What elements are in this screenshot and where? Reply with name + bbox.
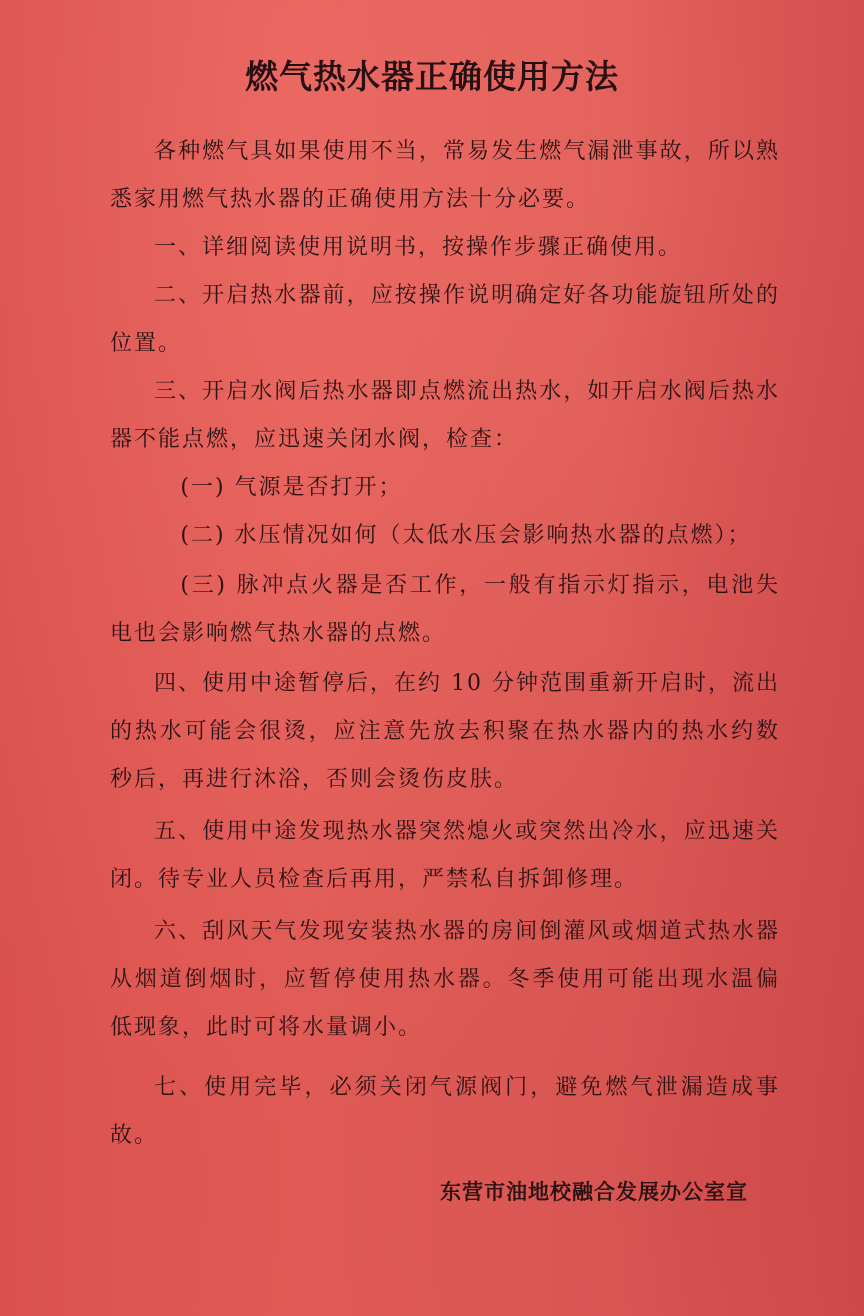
item-4-paragraph: 四、使用中途暂停后，在约 10 分钟范围重新开启时，流出的热水可能会很烫，应注意先放去积聚在热水器内的热水约数秒后，再进行沐浴，否则会烫伤皮肤。 <box>110 671 780 792</box>
intro-paragraph: 各种燃气具如果使用不当，常易发生燃气漏泄事故，所以熟悉家用燃气热水器的正确使用方法十分必要。 <box>110 139 780 212</box>
check-2-line: (二) 水压情况如何（太低水压会影响热水器的点燃）； <box>180 523 752 548</box>
item-1-paragraph: 一、详细阅读使用说明书，按操作步骤正确使用。 <box>154 235 683 260</box>
check-3-paragraph: (三) 脉冲点火器是否工作，一般有指示灯指示，电池失电也会影响燃气热水器的点燃。 <box>110 573 780 646</box>
item-5-paragraph: 五、使用中途发现热水器突然熄火或突然出冷水，应迅速关闭。待专业人员检查后再用，严禁私自拆卸修理。 <box>110 819 780 892</box>
item-6-paragraph: 六、刮风天气发现安装热水器的房间倒灌风或烟道式热水器从烟道倒烟时，应暂停使用热水器。冬季使用可能出现水温偏低现象，此时可将水量调小。 <box>110 919 780 1040</box>
check-1-line: (一) 气源是否打开； <box>180 475 403 500</box>
item-2-paragraph: 二、开启热水器前，应按操作说明确定好各功能旋钮所处的位置。 <box>110 283 780 356</box>
document-title: 燃气热水器正确使用方法 <box>245 57 619 96</box>
issuer-signature: 东营市油地校融合发展办公室宣 <box>440 1179 748 1204</box>
item-3-paragraph: 三、开启水阀后热水器即点燃流出热水，如开启水阀后热水器不能点燃，应迅速关闭水阀，检查： <box>110 379 780 452</box>
item-7-paragraph: 七、使用完毕，必须关闭气源阀门，避免燃气泄漏造成事故。 <box>110 1075 780 1148</box>
